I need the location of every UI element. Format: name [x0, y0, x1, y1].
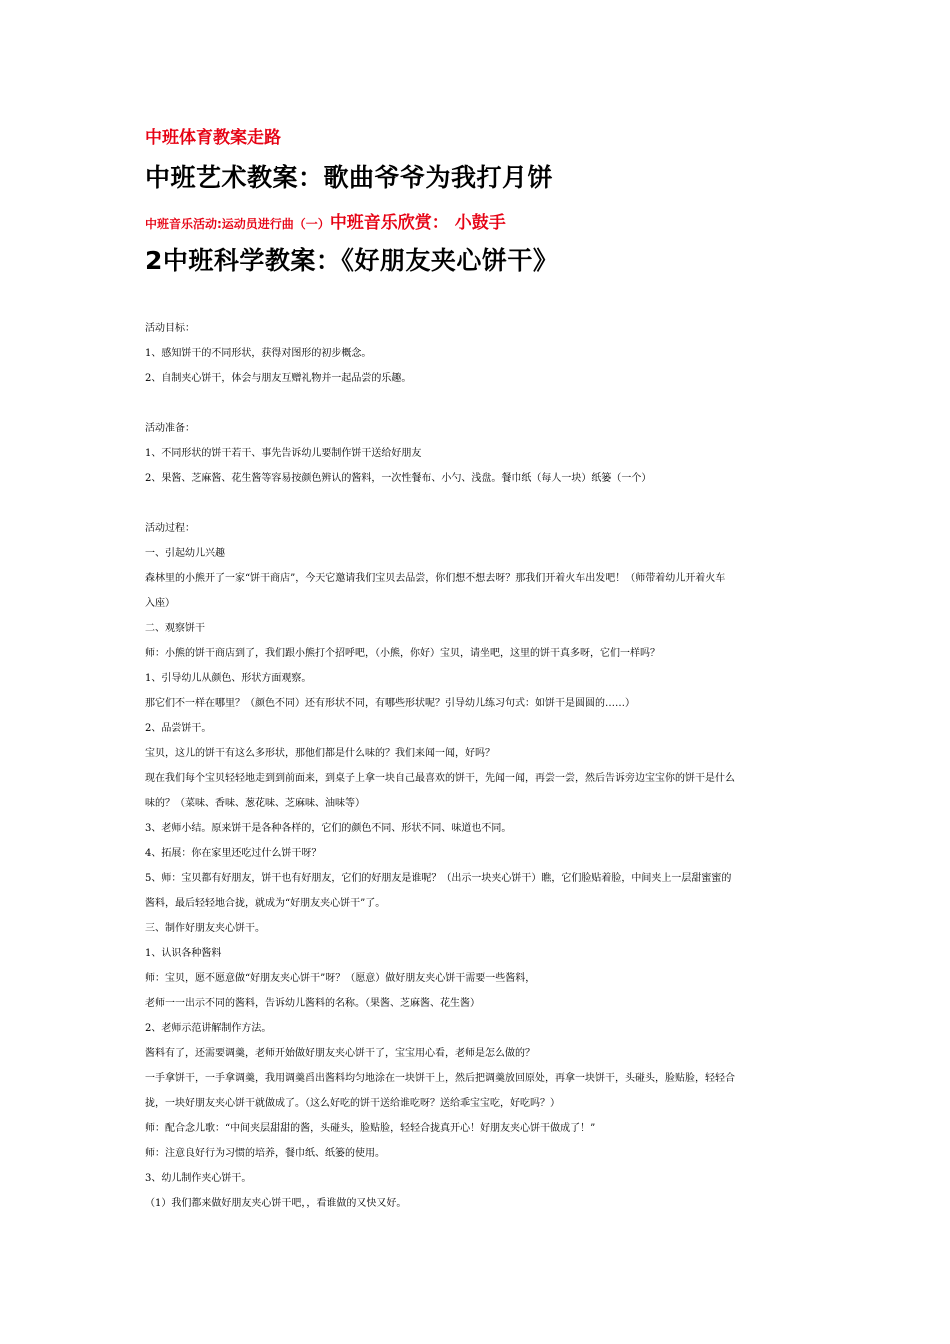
heading-science-lesson: 2中班科学教案：《好朋友夹心饼干》 [145, 246, 559, 275]
heading-music-appreciation[interactable]: 中班音乐欣赏： 小鼓手 [329, 213, 506, 233]
paragraph: 4、拓展：你在家里还吃过什么饼干呀？ [145, 848, 322, 859]
section-title-goal: 活动目标： [145, 323, 195, 334]
heading-art-lesson[interactable]: 中班艺术教案：歌曲爷爷为我打月饼 [145, 163, 554, 192]
section-title-prep: 活动准备： [145, 423, 195, 434]
paragraph: 师：宝贝，愿不愿意做“好朋友夹心饼干”呀？（愿意）做好朋友夹心饼干需要一些酱料， [145, 973, 536, 984]
paragraph: 1、引导幼儿从颜色、形状方面观察。 [145, 673, 312, 684]
paragraph: 森林里的小熊开了一家“饼干商店”，今天它邀请我们宝贝去品尝，你们想不想去呀？那我们开着火车出发吧！（师带着幼儿开着火车 [145, 573, 726, 584]
paragraph: 5、师：宝贝都有好朋友，饼干也有好朋友，它们的好朋友是谁呢？（出示一块夹心饼干）瞧，它们脸贴着脸，中间夹上一层甜蜜蜜的 [145, 873, 732, 884]
paragraph: 师：小熊的饼干商店到了，我们跟小熊打个招呼吧，（小熊，你好）宝贝，请坐吧，这里的饼干真多呀，它们一样吗？ [145, 648, 660, 659]
paragraph: 一、引起幼儿兴趣 [145, 548, 225, 559]
paragraph: 1、感知饼干的不同形状，获得对图形的初步概念。 [145, 348, 372, 359]
paragraph: 一手拿饼干，一手拿调羹，我用调羹舀出酱料均匀地涂在一块饼干上，然后把调羹放回原处，再拿一块饼干，头碰头，脸贴脸，轻轻合 [145, 1073, 735, 1084]
paragraph: 3、幼儿制作夹心饼干。 [145, 1173, 252, 1184]
paragraph: 师：配合念儿歌：“中间夹层甜甜的酱，头碰头，脸贴脸，轻轻合拢真开心！好朋友夹心饼干做成了！” [145, 1123, 596, 1134]
paragraph: 那它们不一样在哪里？（颜色不同）还有形状不同，有哪些形状呢？引导幼儿练习句式：如饼干是圆圆的……） [145, 698, 635, 709]
spacer [145, 391, 810, 416]
paragraph: 拢，一块好朋友夹心饼干就做成了。（这么好吃的饼干送给谁吃呀？送给乖宝宝吃，好吃吗？） [145, 1098, 560, 1109]
paragraph: （1）我们都来做好朋友夹心饼干吧，，看谁做的又快又好。 [145, 1198, 407, 1209]
heading-music-activity[interactable]: 中班音乐活动:运动员进行曲（一） [145, 217, 330, 231]
paragraph: 二、观察饼干 [145, 623, 205, 634]
document-content [145, 124, 810, 1216]
paragraph: 2、自制夹心饼干，体会与朋友互赠礼物并一起品尝的乐趣。 [145, 373, 412, 384]
paragraph: 入座） [145, 598, 175, 609]
paragraph: 宝贝，这儿的饼干有这么多形状，那他们都是什么味的？我们来闻一闻，好吗？ [145, 748, 495, 759]
heading-pe-lesson[interactable]: 中班体育教案走路 [145, 128, 281, 148]
paragraph: 1、不同形状的饼干若干、事先告诉幼儿要制作饼干送给好朋友 [145, 448, 422, 459]
paragraph: 味的？（菜味、香味、葱花味、芝麻味、油味等） [145, 798, 365, 809]
lesson-body [145, 316, 810, 1216]
paragraph: 2、老师示范讲解制作方法。 [145, 1023, 272, 1034]
paragraph: 2、品尝饼干。 [145, 723, 212, 734]
paragraph: 老师一一出示不同的酱料，告诉幼儿酱料的名称。（果酱、芝麻酱、花生酱） [145, 998, 480, 1009]
paragraph: 酱料，最后轻轻地合拢，就成为“好朋友夹心饼干”了。 [145, 898, 386, 909]
section-title-process: 活动过程： [145, 523, 195, 534]
paragraph: 酱料有了，还需要调羹，老师开始做好朋友夹心饼干了，宝宝用心看，老师是怎么做的？ [145, 1048, 535, 1059]
paragraph: 2、果酱、芝麻酱、花生酱等容易按颜色辨认的酱料，一次性餐布、小勺、浅盘。餐巾纸（每人一块）纸篓（一个） [145, 473, 652, 484]
paragraph: 3、老师小结。原来饼干是各种各样的，它们的颜色不同、形状不同、味道也不同。 [145, 823, 512, 834]
heading-music-links [145, 208, 810, 238]
paragraph: 三、制作好朋友夹心饼干。 [145, 923, 265, 934]
paragraph: 师：注意良好行为习惯的培养，餐巾纸、纸篓的使用。 [145, 1148, 385, 1159]
paragraph: 1、认识各种酱料 [145, 948, 222, 959]
paragraph: 现在我们每个宝贝轻轻地走到到前面来，到桌子上拿一块自己最喜欢的饼干，先闻一闻，再尝一尝，然后告诉旁边宝宝你的饼干是什么 [145, 773, 735, 784]
spacer [145, 491, 810, 516]
